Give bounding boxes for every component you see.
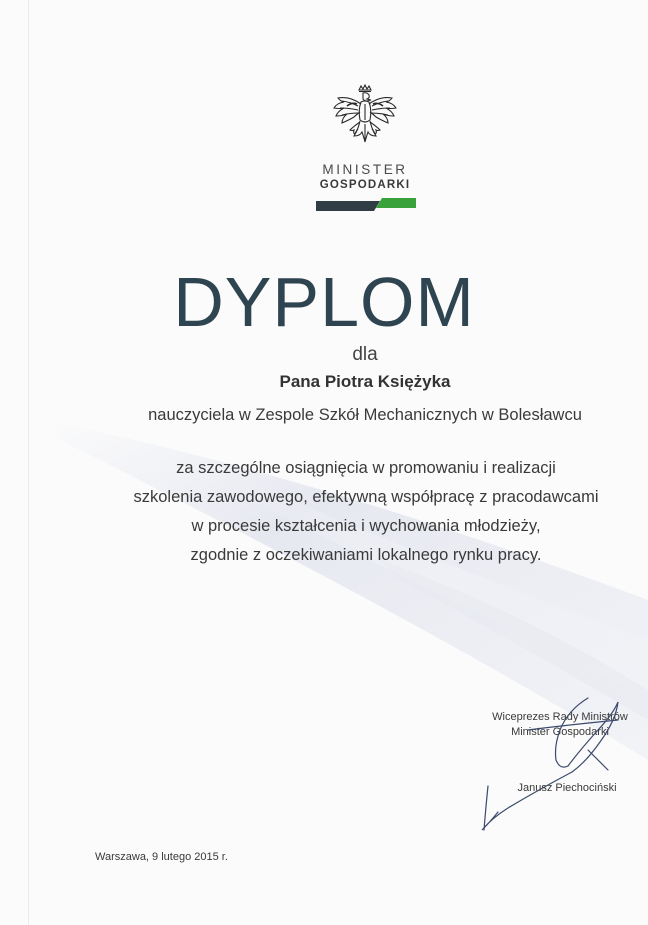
citation-line: za szczególne osiągnięcia w promowaniu i realizacji	[176, 459, 556, 477]
ministry-logo-bar	[316, 198, 416, 212]
diploma-for: dla	[352, 344, 378, 365]
polish-crowned-eagle-icon	[330, 84, 400, 156]
recipient-name: Pana Piotra Księżyka	[279, 372, 451, 391]
citation-line: szkolenia zawodowego, efektywną współpracę z pracodawcami	[133, 488, 599, 506]
ministry-line-2: GOSPODARKI	[319, 179, 411, 191]
signatory-title-line-1: Wiceprezes Rady Ministrów	[492, 711, 628, 723]
ministry-bar-green	[376, 198, 416, 208]
signatory-title-line-2: Minister Gospodarki	[511, 726, 609, 738]
citation-text	[66, 454, 648, 570]
handwritten-signature-icon	[468, 690, 638, 840]
page-edge-line	[28, 0, 29, 925]
citation-line: zgodnie z oczekiwaniami lokalnego rynku pracy.	[190, 546, 542, 564]
ministry-line-1: MINISTER	[322, 162, 408, 177]
citation-line: w procesie kształcenia i wychowania młodzieży,	[191, 517, 541, 535]
ministry-bar-dark	[316, 201, 380, 211]
signatory-name: Janusz Piechociński	[517, 782, 617, 794]
recipient-position: nauczyciela w Zespole Szkół Mechanicznych w Bolesławcu	[148, 406, 582, 424]
place-and-date: Warszawa, 9 lutego 2015 r.	[95, 851, 228, 863]
ministry-logo-text	[300, 162, 430, 192]
diploma-title: DYPLOM	[173, 263, 475, 341]
